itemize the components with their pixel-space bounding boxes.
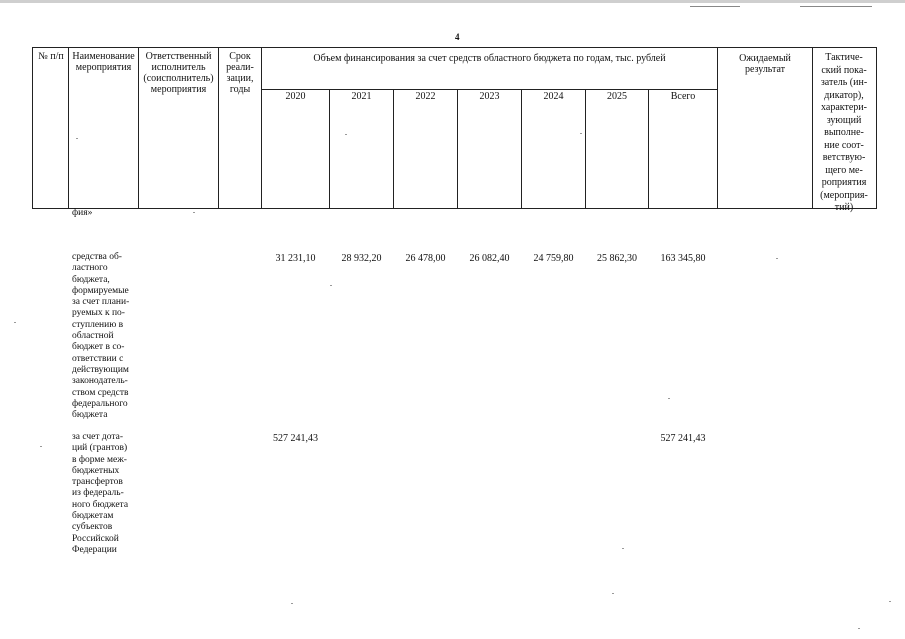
row-label-federal-grants: за счет дота- ций (грантов) в форме меж- бюджетных трансфертов из федераль- ного бюджета бюджетам субъектов Российской Федерации — [72, 432, 129, 555]
scan-speck — [580, 133, 582, 134]
row1-value-2025: 25 862,30 — [597, 253, 637, 264]
scan-speck — [193, 212, 195, 213]
row1-value-2023: 26 082,40 — [469, 253, 510, 264]
year-2022: 2022 — [415, 91, 436, 102]
scan-mark — [690, 6, 740, 7]
row-label-regional-budget: средства об- ластного бюджета, формируемые за счет плани- руемых к по- ступлению в областной бюджет в со- ответствии с действующим законодатель- ством средств федерального бюджета — [72, 252, 130, 421]
scan-speck — [345, 134, 347, 135]
scan-speck — [776, 258, 778, 259]
scan-speck — [668, 398, 670, 399]
header-col-name: Наименование мероприятия — [72, 51, 135, 73]
header-col-no: № п/п — [38, 51, 64, 62]
year-2024: 2024 — [543, 91, 564, 102]
row1-value-2020: 31 231,10 — [275, 253, 316, 264]
row1-value-2022: 26 478,00 — [405, 253, 446, 264]
year-divider — [585, 89, 586, 209]
year-divider — [648, 89, 649, 209]
row1-value-2024: 24 759,80 — [533, 253, 574, 264]
row2-value-total: 527 241,43 — [660, 433, 706, 444]
row1-value-2021: 28 932,20 — [341, 253, 382, 264]
scan-speck — [622, 548, 624, 549]
year-2020: 2020 — [285, 91, 306, 102]
year-divider — [329, 89, 330, 209]
scan-speck — [858, 628, 860, 629]
year-total: Всего — [670, 91, 696, 102]
header-col-result: Ожидаемый результат — [739, 53, 791, 75]
year-2023: 2023 — [479, 91, 500, 102]
row2-value-2020: 527 241,43 — [273, 433, 318, 444]
scan-speck — [889, 601, 891, 602]
header-col-period: Срок реали- зации, годы — [226, 51, 254, 95]
year-divider — [457, 89, 458, 209]
year-divider — [521, 89, 522, 209]
row1-value-total: 163 345,80 — [660, 253, 706, 264]
col-divider — [261, 47, 262, 209]
scan-speck — [612, 593, 614, 594]
scan-speck — [14, 322, 16, 323]
page-number: 4 — [455, 32, 460, 42]
scan-mark — [800, 6, 872, 7]
year-2021: 2021 — [351, 91, 372, 102]
scan-speck — [40, 446, 42, 447]
header-col-executor: Ответственный исполнитель (соисполнитель) мероприятия — [143, 51, 214, 95]
continuation-text: фия» — [72, 208, 93, 218]
scan-speck — [76, 138, 78, 139]
header-col-indicator: Тактиче- ский пока- затель (ин- дикатор), характери- зующий выполне- ние соот- ветствую- щего ме- роприятия (мероприя- тий) — [820, 52, 868, 213]
scan-speck — [291, 603, 293, 604]
year-2025: 2025 — [607, 91, 627, 102]
header-col-funding: Объем финансирования за счет средств областного бюджета по годам, тыс. рублей — [313, 53, 666, 64]
scan-edge — [0, 0, 905, 3]
scan-speck — [330, 285, 332, 286]
year-divider — [393, 89, 394, 209]
